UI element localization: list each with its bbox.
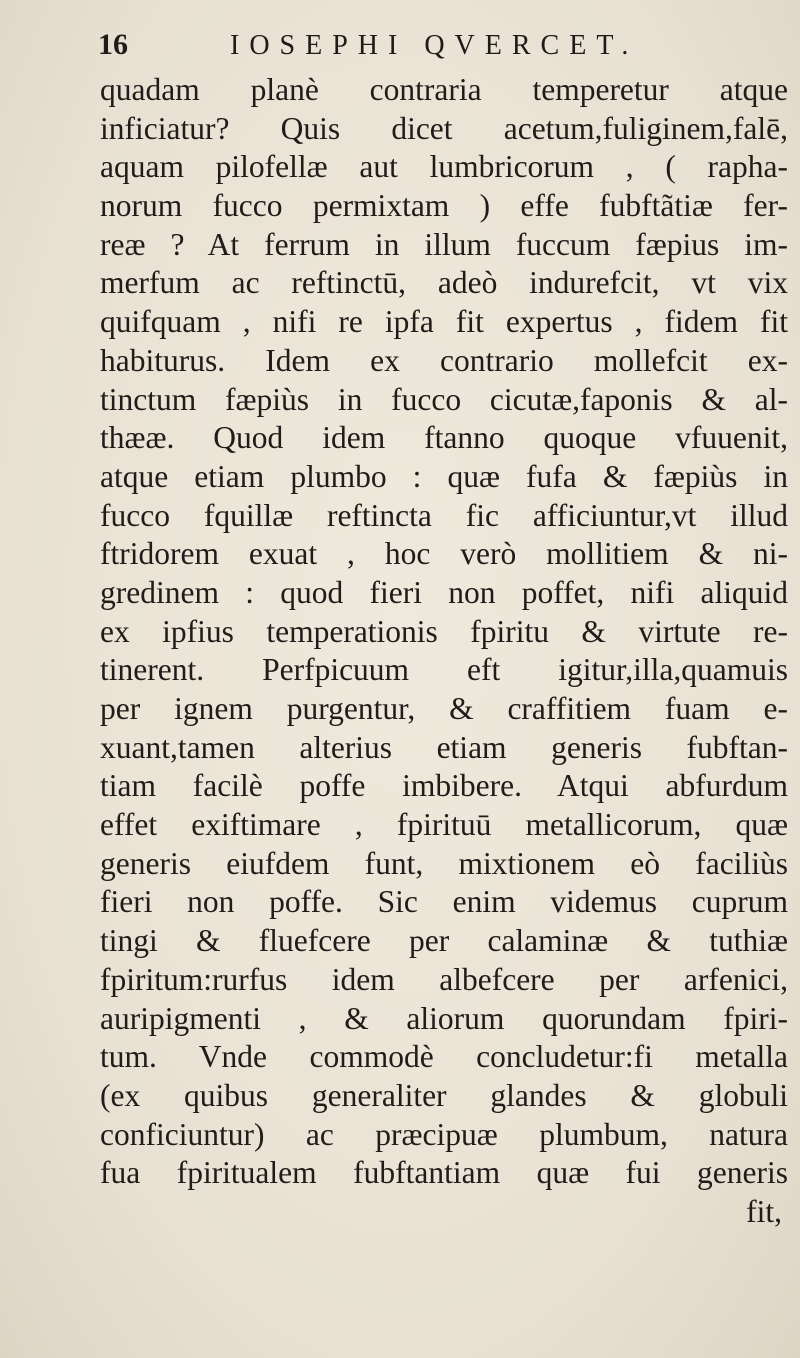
text-line: merfum ac reftinctū, adeò indurefcit, vt vix — [100, 265, 788, 301]
text-line: gredinem : quod fieri non poffet, nifi aliquid — [100, 574, 788, 610]
text-line: ftridorem exuat , hoc verò mollitiem & ni- — [100, 536, 788, 572]
text-line: habiturus. Idem ex contrario mollefcit ex- — [100, 342, 788, 378]
body-text — [100, 71, 788, 1232]
text-line: per ignem purgentur, & craffitiem fuam e- — [100, 691, 788, 726]
text-line: fieri non poffe. Sic enim videmus cuprum — [100, 884, 788, 920]
text-line: aquam pilofellæ aut lumbricorum , ( rapha- — [100, 149, 788, 185]
text-line: tinctum fæpiùs in fucco cicutæ,faponis & al- — [100, 381, 788, 417]
text-line: fpiritum:rurfus idem albefcere per arfenici, — [100, 961, 788, 997]
catchword: fit, — [746, 1193, 782, 1229]
text-line: ex ipfius temperationis fpiritu & virtute re- — [100, 613, 788, 649]
text-line: auripigmenti , & aliorum quorundam fpiri- — [100, 1000, 788, 1036]
text-line: quifquam , nifi re ipfa fit expertus , fidem fit — [100, 304, 788, 340]
text-line: tinerent. Perfpicuum eft igitur,illa,quamuis — [100, 652, 788, 688]
text-line: fua fpiritualem fubftantiam quæ fui generis — [100, 1155, 788, 1191]
text-line: xuant,tamen alterius etiam generis fubftan- — [100, 729, 788, 765]
text-line: effet exiftimare , fpirituū metallicorum, quæ — [100, 807, 788, 843]
text-line: inficiatur? Quis dicet acetum,fuliginem,falē, — [100, 110, 788, 146]
text-line: tingi & fluefcere per calaminæ & tuthiæ — [100, 923, 788, 959]
text-line: atque etiam plumbo : quæ fufa & fæpiùs in — [100, 458, 788, 494]
text-line: thææ. Quod idem ftanno quoque vfuuenit, — [100, 420, 788, 456]
text-line: generis eiufdem funt, mixtionem eò faciliùs — [100, 845, 788, 881]
page-header — [98, 26, 760, 70]
text-line: conficiuntur) ac præcipuæ plumbum, natura — [100, 1116, 788, 1152]
text-line: tiam facilè poffe imbibere. Atqui abfurdum — [100, 768, 788, 804]
text-line: tum. Vnde commodè concludetur:fi metalla — [100, 1039, 788, 1075]
text-line: quadam planè contraria temperetur atque — [100, 72, 788, 107]
text-line: fucco fquillæ reftincta fic afficiuntur,vt illud — [100, 497, 788, 533]
running-head: IOSEPHI QVERCET. — [230, 30, 639, 61]
text-line: norum fucco permixtam ) effe fubftãtiæ fer- — [100, 188, 788, 224]
text-line: (ex quibus generaliter glandes & globuli — [100, 1077, 788, 1113]
text-line: reæ ? At ferrum in illum fuccum fæpius im- — [100, 226, 788, 262]
page-number: 16 — [98, 28, 128, 61]
